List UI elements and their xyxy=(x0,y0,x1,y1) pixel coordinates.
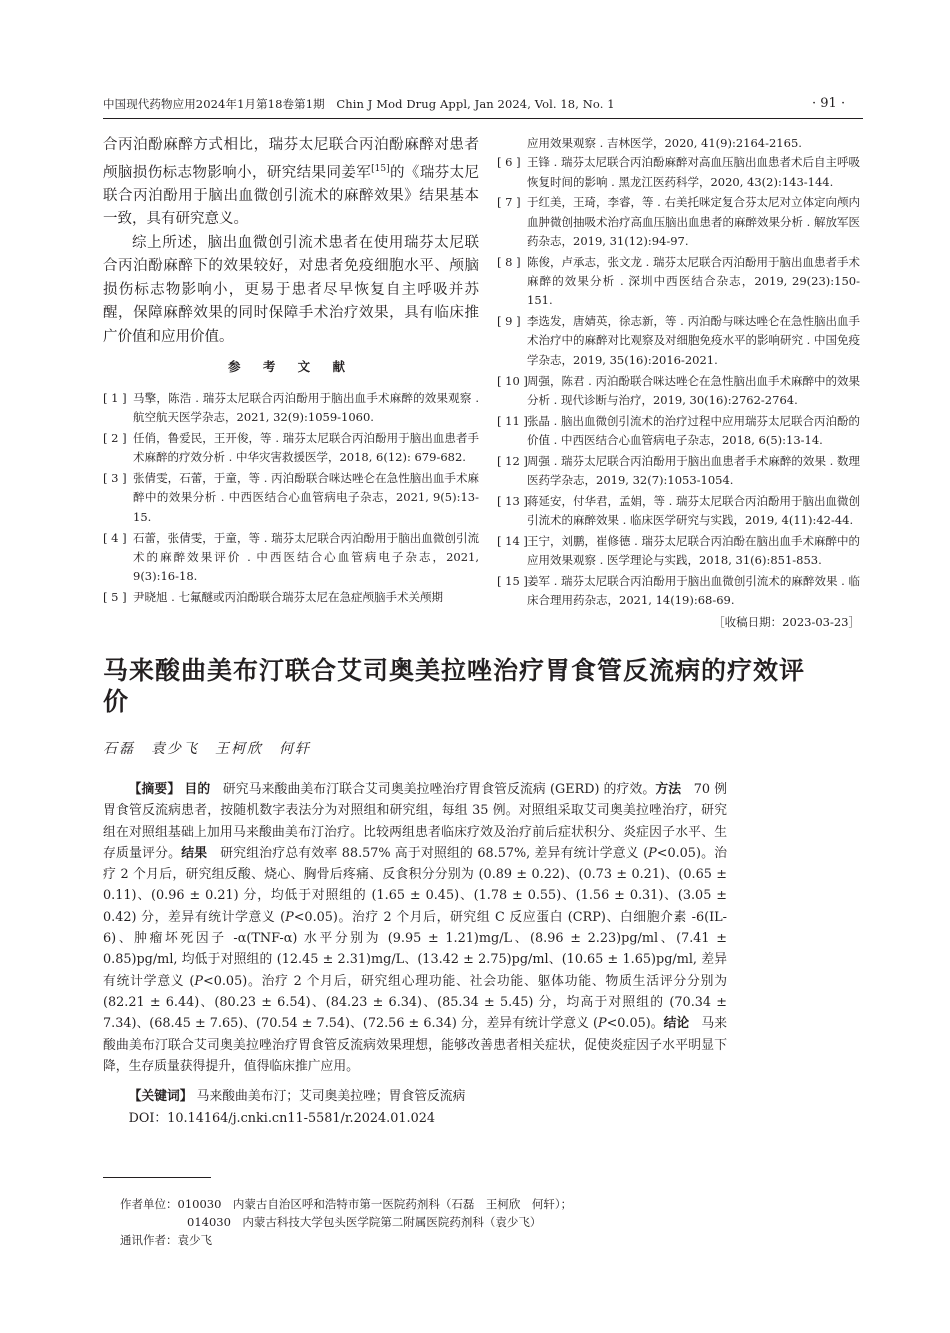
previous-article-text xyxy=(103,134,479,349)
keywords-text: 马来酸曲美布汀；艾司奥美拉唑；胃食管反流病 xyxy=(196,1089,466,1104)
doi[interactable]: DOI：10.14164/j.cnki.cn11-5581/r.2024.01.024 xyxy=(128,1111,436,1126)
reference-item: [ 7 ] 于红美，王琦，李睿，等 . 右美托咪定复合芬太尼对立体定向颅内血肿微创抽吸术治疗高血压脑出血患者的麻醉效果分析 . 解放军医药杂志，2019, 31(12):94-97. xyxy=(497,195,860,248)
objective-text: 研究马来酸曲美布汀联合艾司奥美拉唑治疗胃食管反流病 (GERD) 的疗效。 xyxy=(222,782,656,797)
article-title: 马来酸曲美布汀联合艾司奥美拉唑治疗胃食管反流病的疗效评价 xyxy=(103,656,806,716)
abstract-label: 【摘要】 xyxy=(128,782,181,797)
keywords xyxy=(103,1086,727,1107)
reference-item: [ 8 ] 陈俊，卢承志，张文龙 . 瑞芬太尼联合丙泊酚用于脑出血患者手术麻醉的效果分析 . 深圳中西医结合杂志，2019, 29(23):150-151. xyxy=(497,254,860,308)
reference-item: [ 4 ] 石蕾，张倩雯，于童，等 . 瑞芬太尼联合丙泊酚用于脑出血微创引流术的麻醉效果评价 . 中西医结合心血管病电子杂志，2021, 9(3):16-18. xyxy=(103,530,479,584)
reference-item: [ 10 ] 周强，陈君 . 丙泊酚联合咪达唑仑在急性脑出血手术麻醉中的效果分析 . 现代诊断与治疗，2019, 30(16):2762-2764. xyxy=(497,373,860,407)
header-divider xyxy=(103,118,863,119)
author-unit-2: 014030 内蒙古科技大学包头医学院第二附属医院药剂科（袁少飞） xyxy=(187,1215,542,1229)
reference-continuation: 应用效果观察 . 吉林医学，2020, 41(9):2164-2165. xyxy=(527,136,802,150)
reference-item: [ 6 ] 王锋 . 瑞芬太尼联合丙泊酚麻醉对高血压脑出血患者术后自主呼吸恢复时间的影响 . 黑龙江医药科学，2020, 43(2):143-144. xyxy=(497,155,860,189)
journal-header: 中国现代药物应用2024年1月第18卷第1期 Chin J Mod Drug Appl, Jan 2024, Vol. 18, No. 1 xyxy=(103,97,615,111)
citation-15[interactable]: [15] xyxy=(371,163,390,174)
abstract: 【摘要】 目的 研究马来酸曲美布汀联合艾司奥美拉唑治疗胃食管反流病 (GERD) 的疗效。方法 70 例胃食管反流病患者，按随机数字表法分为对照组和研究组，每组 35 例。对照组采取艾司奥美拉唑治疗，研究组在对照组基础上加用马来酸曲美布汀治疗。比较两组患者临床疗效及治疗前后症状积分、炎症因子水平、生存质量评分。结果 研究组治疗总有效率 88.57% 高于对照组的 68.57%, 差异有统计学意义 (P<0.05)。治疗 2 个月后，研究组反酸、烧心、胸骨后疼痛、反食积分分别为 (0.89 ± 0.22)、(0.73 ± 0.21)、(0.65 ± 0.11)、(0.96 ± 0.21) 分，均低于对照组的 (1.65 ± 0.45)、(1.78 ± 0.55)、(1.56 ± 0.31)、(3.05 ± 0.42) 分，差异有统计学意义 (P<0.05)。治疗 2 个月后，研究组 C 反应蛋白 (CRP)、白细胞介素 -6(IL-6)、肿瘤坏死因子 -α(TNF-α) 水平分别为 (9.95 ± 1.21)mg/L、(8.96 ± 2.23)pg/ml、(7.41 ± 0.85)pg/ml, 均低于对照组的 (12.45 ± 2.31)mg/L、(13.42 ± 2.75)pg/ml、(10.65 ± 1.65)pg/ml, 差异有统计学意义 (P<0.05)。治疗 2 个月后，研究组心理功能、社会功能、躯体功能、物质生活评分分别为 (82.21 ± 6.44)、(80.23 ± 6.54)、(84.23 ± 6.34)、(85.34 ± 5.45) 分，均高于对照组的 (70.34 ± 7.34)、(68.45 ± 7.65)、(70.54 ± 7.54)、(72.56 ± 6.34) 分，差异有统计学意义 (P<0.05)。结论 马来酸曲美布汀联合艾司奥美拉唑治疗胃食管反流病效果理想，能够改善患者相关症状，促使炎症因子水平明显下降，生存质量获得提升，值得临床推广应用。 xyxy=(103,782,728,1074)
references-left-column xyxy=(103,389,479,609)
methods-text: 70 例胃食管反流病患者，按随机数字表法分为对照组和研究组，每组 35 例。对照组采取艾司奥美拉唑治疗，研究组在对照组基础上加用马来酸曲美布汀治疗。比较两组患者临床疗效及治疗前后症状积分、炎症因子水平、生存质量评分。 xyxy=(103,782,728,861)
reference-item: [ 12 ] 周强 . 瑞芬太尼联合丙泊酚用于脑出血患者手术麻醉的效果 . 数理医药学杂志，2019, 32(7):1053-1054. xyxy=(497,453,860,488)
author-unit-1: 作者单位：010030 内蒙古自治区呼和浩特市第一医院药剂科（石磊 王柯欣 何轩）； xyxy=(120,1197,573,1211)
reference-item: [ 1 ] 马擎，陈浩 . 瑞芬太尼联合丙泊酚用于脑出血手术麻醉的效果观察 . 航空航天医学杂志，2021, 32(9):1059-1060. xyxy=(103,391,479,425)
methods-label: 方法 xyxy=(655,782,682,797)
results-label: 结果 xyxy=(181,845,208,861)
reference-item: [ 11 ] 张晶 . 脑出血微创引流术的治疗过程中应用瑞芬太尼联合丙泊酚的价值 . 中西医结合心血管病电子杂志，2018, 6(5):13-14. xyxy=(497,413,860,447)
conclusion-label: 结论 xyxy=(663,1016,690,1032)
article-authors: 石磊 袁少飞 王柯欣 何轩 xyxy=(103,741,311,757)
keywords-label: 【关键词】 xyxy=(128,1089,193,1104)
reference-item: [ 14 ] 王宁，刘鹏，崔修德 . 瑞芬太尼联合丙泊酚在脑出血手术麻醉中的应用效果观察 . 医学理论与实践，2018, 31(6):851-853. xyxy=(497,533,860,568)
body-paragraph-1: 合丙泊酚麻醉方式相比，瑞芬太尼联合丙泊酚麻醉对患者颅脑损伤标志物影响小，研究结果同姜军[15]的《瑞芬太尼联合丙泊酚用于脑出血微创引流术的麻醉效果》结果基本一致，具有研究意义。 xyxy=(103,137,480,228)
body-paragraph-2: 综上所述，脑出血微创引流术患者在使用瑞芬太尼联合丙泊酚麻醉下的效果较好，对患者免疫细胞水平、颅脑损伤标志物影响小，更易于患者尽早恢复自主呼吸并苏醒，保障麻醉效果的同时保障手术治疗效果，具有临床推广价值和应用价值。 xyxy=(103,234,479,345)
footnote-divider xyxy=(103,1177,211,1178)
received-date: ［收稿日期：2023-03-23］ xyxy=(713,614,860,629)
corresponding-author: 通讯作者：袁少飞 xyxy=(120,1233,212,1247)
reference-item: [ 5 ] 尹晓旭 . 七氟醚或丙泊酚联合瑞芬太尼在急症颅脑手术关颅期 xyxy=(103,589,443,604)
reference-item: [ 9 ] 李选发，唐婧英，徐志新，等 . 丙泊酚与咪达唑仑在急性脑出血手术治疗中的麻醉对比观察及对细胞免疫水平的影响研究 . 中国免疫学杂志，2019, 35(16):2016-2021. xyxy=(497,314,860,367)
page-number: · 91 · xyxy=(812,96,846,111)
reference-item: [ 13 ] 蒋延安，付华君，孟娟，等 . 瑞芬太尼联合丙泊酚用于脑出血微创引流术的麻醉效果 . 临床医学研究与实践，2019, 4(11):42-44. xyxy=(497,493,860,528)
reference-item: [ 2 ] 任俏，鲁爱民，王开俊，等 . 瑞芬太尼联合丙泊酚用于脑出血患者手术麻醉的疗效分析 . 中华灾害救援医学，2018, 6(12): 679-682. xyxy=(103,431,479,465)
conclusion-text: 马来酸曲美布汀联合艾司奥美拉唑治疗胃食管反流病效果理想，能够改善患者相关症状，促使炎症因子水平明显下降，生存质量获得提升，值得临床推广应用。 xyxy=(103,1016,728,1074)
references-right-column xyxy=(497,134,860,632)
reference-item: [ 15 ] 姜军 . 瑞芬太尼联合丙泊酚用于脑出血微创引流术的麻醉效果 . 临床合理用药杂志，2021, 14(19):68-69. xyxy=(497,574,860,608)
references-heading: 参 考 文 献 xyxy=(227,359,355,374)
objective-label: 目的 xyxy=(184,782,211,797)
reference-item: [ 3 ] 张倩雯，石蕾，于童，等 . 丙泊酚联合咪达唑仑在急性脑出血手术麻醉中的效果分析 . 中西医结合心血管病电子杂志，2021, 9(5):13-15. xyxy=(103,471,479,524)
